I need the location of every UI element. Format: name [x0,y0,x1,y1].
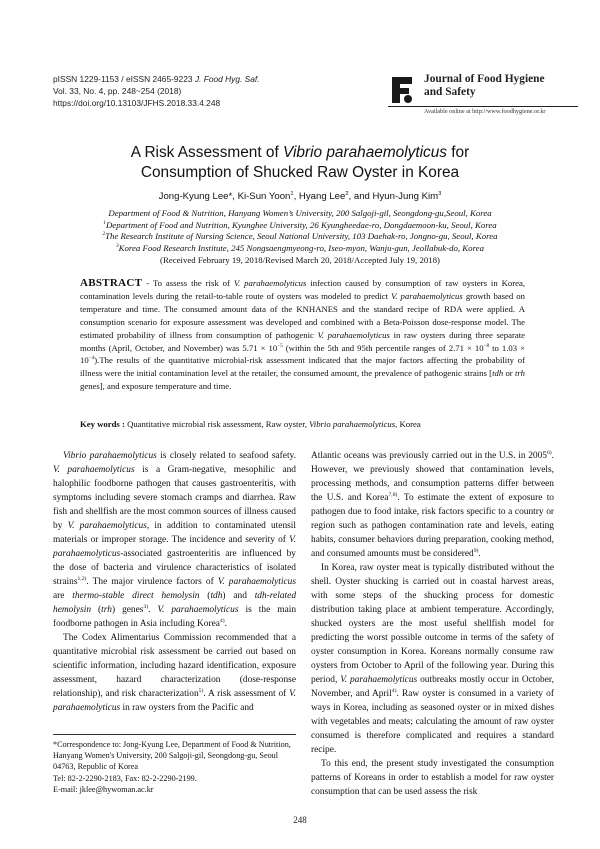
abstract-text: (within the 5th and 95th percentile ranges of 2.71 × 10 [282,342,484,353]
title-post: for [446,144,470,161]
keywords-text: Quantitative microbial risk assessment, Raw oyster, [124,419,310,429]
journal-abbreviation: J. Food Hyg. Saf. [194,74,260,84]
affiliation-3 [30,243,570,255]
species-name: V. parahaemolyticus [53,689,296,713]
body-text: , in addition to contaminated utensil materials or improper storage. The incidence and severity of [53,521,296,545]
article-title [40,143,560,183]
species-name: V. parahaemolyticus [157,605,239,615]
species-name: Vibrio parahaemolyticus [63,451,157,461]
gene-name: thermo-stable direct hemolysin [72,591,200,601]
issn: pISSN 1229-1153 / eISSN 2465-9223 [53,74,193,84]
journal-title-line1: Journal of Food Hygiene [424,73,545,85]
author-list [40,191,560,202]
affiliation-0 [30,208,570,220]
body-column-right [311,449,554,799]
gene-name: trh [515,368,525,379]
body-text: outbreaks mostly occur in October, November, and April [311,675,554,699]
body-paragraph: To this end, the present study investigated the consumption patterns of Koreans in order to establish a model for raw oyster consumption that can be used assess the risk [311,759,554,797]
body-paragraph [311,449,554,561]
doi-link[interactable]: https://doi.org/10.13103/JFHS.2018.33.4.248 [53,98,221,108]
abstract [80,277,525,393]
species-name: V. parahaemolyticus [391,290,463,301]
body-text: . [478,549,481,559]
body-text: ( [91,605,102,615]
abstract-text: in raw oysters during three separate months (April, October, and November) was 5.71 × 10 [80,329,525,353]
volume-line: Vol. 33, No. 4, pp. 248~254 (2018) [53,86,182,96]
gene-name: tdh [210,591,223,601]
author-text: Jong-Kyung Lee*, Ki-Sun Yoon [158,191,291,202]
affiliation-sup: 1 [103,219,106,226]
body-column-left [53,449,296,715]
body-text: In Korea, raw oyster meat is typically distributed without the shell. Oyster shucking is carried out in coastal harvest areas, with some steps of the shucking process for domestic distribution taking place at ambient temperature. Accordingly, shucked oysters are the most useful shellfish model for predicting the worst possible outcome in terms of the safety of oyster consumption in Korea. Koreans normally consume raw oysters from October to April of the following year. During this period, [311,563,554,685]
citation-ref[interactable]: 3) [143,603,149,610]
body-paragraph [53,449,296,631]
citation-ref[interactable]: 9) [473,547,479,554]
exponent: −4 [88,355,95,362]
title-pre: A Risk Assessment of [130,144,284,161]
citation-ref[interactable]: 6) [546,449,552,456]
body-text: ( [199,591,211,601]
species-name: V. parahaemolyticus [67,521,147,531]
body-text: . To estimate the extent of exposure to pathogen due to food intake, risk factors specific to a country or region such as pathogen contamination rate and levels, eating habits, consumer behaviors during preparation, cooking method, and consumed amounts must be considered [311,493,554,559]
species-name: V. parahaemolyticus [317,329,390,340]
gene-name: trh [101,605,112,615]
body-text: -associated gastroenteritis are influenced by the dose of bacteria and virulence characteristics of isolated strains [53,549,296,587]
body-text: is a Gram-negative, mesophilic and halophilic foodborne pathogen that causes gastroenteritis, with symptoms including severe stomach cramps and diarrhea. Raw fish and shellfish are the most common sources of illness caused by [53,465,296,531]
species-name: V. parahaemolyticus [53,465,135,475]
journal-title [424,73,545,99]
affiliation-text: Department of Food & Nutrition, Hanyang Women’s University, 200 Salgoji-gil, Seongdong-gu,Seoul, Korea [108,208,492,218]
affiliation-text: Department of Food and Nutrition, Kyunghee University, 26 Kyungheedae-ro, Dongdaemoon-ku, Seoul, Korea [105,219,497,230]
journal-logo-icon [388,74,416,105]
affiliation-mark: 1 [290,190,294,197]
species-name: V. parahaemolyticus [217,577,296,587]
title-line1 [40,143,560,163]
page-number: 248 [293,815,307,825]
body-text: . [148,605,158,615]
body-text: . [224,619,227,629]
footnote-email[interactable]: E-mail: jklee@hywoman.ac.kr [53,784,154,794]
citation-ref[interactable]: 4) [391,687,397,694]
abstract-text: ).The results of the quantitative microbial-risk assessment indicated that the major factors affecting the probability of illness were the initial contamination level at the retailer, the consumed amount, the prevalence of pathogenic strains [ [80,355,525,379]
exponent: −5 [277,342,283,349]
body-text: . The major virulence factors of [86,577,218,587]
title-species: Vibrio parahaemolyticus [283,144,447,161]
body-text: The Codex Alimentarius Commission recommended that a quantitative microbial risk assessment be carried out based on scientific information, including hazard identification, exposure assessment, hazard characterization (dose-response relationship), and risk characterization [53,633,296,699]
species-name: V. parahaemolyticus [53,535,296,559]
journal-title-line2: and Safety [424,86,476,98]
author-text: , and Hyun-Jung Kim [348,191,439,202]
citation-ref[interactable]: 1,2) [77,575,87,582]
body-text: ) genes [111,605,144,615]
keywords-label: Key words : [80,419,125,429]
body-paragraph [53,631,296,715]
body-text: in raw oysters from the Pacific and [120,703,254,713]
keywords-species: Vibrio parahaemolyticus [309,419,396,429]
abstract-text: infection caused by consumption of raw oysters in Korea, contamination levels during the retail-to-table route of oysters was modeled to predict [80,278,526,301]
issn-line [53,73,260,85]
title-line2: Consumption of Shucked Raw Oyster in Korea [140,164,460,181]
affiliation-2 [30,231,570,243]
footnote-phone: Tel: 82-2-2290-2183, Fax: 82-2-2290-2199. [53,773,197,783]
keywords [80,419,525,429]
species-name: V. parahaemolyticus [340,675,418,685]
body-text: . A risk assessment of [203,689,290,699]
abstract-heading: ABSTRACT [80,277,143,289]
body-text: is the main foodborne pathogen in Asia including Korea [53,605,297,629]
affiliation-text: The Research Institute of Nursing Science, Seoul National University, 103 Daehak-ro, Jongno-gu, Seoul, Korea [105,231,498,242]
citation-ref[interactable]: 7,8) [388,491,398,498]
affiliation-sup: 3 [116,242,119,249]
body-text: . Raw oyster is consumed in a variety of ways in Korea, including as seasoned oyster or in mixed dishes with vegetables and meats; calculating the amount of raw oyster consumed is therefore complicated and requires a standard recipe. [311,689,554,755]
abstract-text: - To assess the risk of [142,278,234,288]
body-text: ) and [222,591,255,601]
body-text: is closely related to seafood safety. [156,451,296,461]
abstract-text: or [503,368,515,379]
body-text: . However, we previously showed that contamination levels, processing methods, and consumption patterns differ between the U.S. and Korea [311,451,554,503]
affiliation-1 [30,220,570,232]
body-text: Atlantic oceans was previously carried out in the U.S. in 2005 [311,451,547,461]
correspondence-footnote [53,739,296,795]
gene-name: tdh [492,368,504,379]
abstract-text: genes], and exposure temperature and time. [80,381,232,392]
abstract-text: to 1.03 × 10 [80,342,525,366]
species-name: V. parahaemolyticus [233,278,307,288]
keywords-text: , Korea [395,419,421,429]
gene-name: tdh-related hemolysin [53,591,297,615]
header-divider [388,106,578,107]
footnote-divider [53,734,296,735]
affiliation-mark: 3 [438,190,442,197]
received-dates: (Received February 19, 2018/Revised March 20, 2018/Accepted July 19, 2018) [160,255,440,265]
abstract-text: growth based on temperature and time. The consumed amount data of the KNHANES and the standard recipe of RDA were applied. A consumption scenario for exposure assessment was developed and combined with a Beta-Poisson dose-response model. The estimated probability of illness from consumption of pathogenic [80,290,525,340]
available-online[interactable]: Available online at http://www.foodhygiene.or.kr [424,108,546,115]
citation-ref[interactable]: 5) [198,687,204,694]
affiliation-text: Korea Food Research Institute, 245 Nongsaengmyeong-ro, Iseo-myon, Wanju-gun, Jeollabuk-do, Korea [118,242,484,253]
footnote-address: *Correspondence to: Jong-Kyung Lee, Department of Food & Nutrition, Hanyang Women's University, 200 Salgoji-gil, Seongdong-gu, Seoul 04763, Republic of Korea [53,740,291,772]
affiliation-mark: 2 [345,190,349,197]
body-text: are [53,591,73,601]
citation-ref[interactable]: 4) [219,617,225,624]
affiliation-sup: 2 [102,231,106,238]
exponent: −8 [483,342,490,349]
body-paragraph [311,561,554,757]
journal-citation-block [53,73,260,109]
author-text: , Hyang Lee [293,191,346,202]
